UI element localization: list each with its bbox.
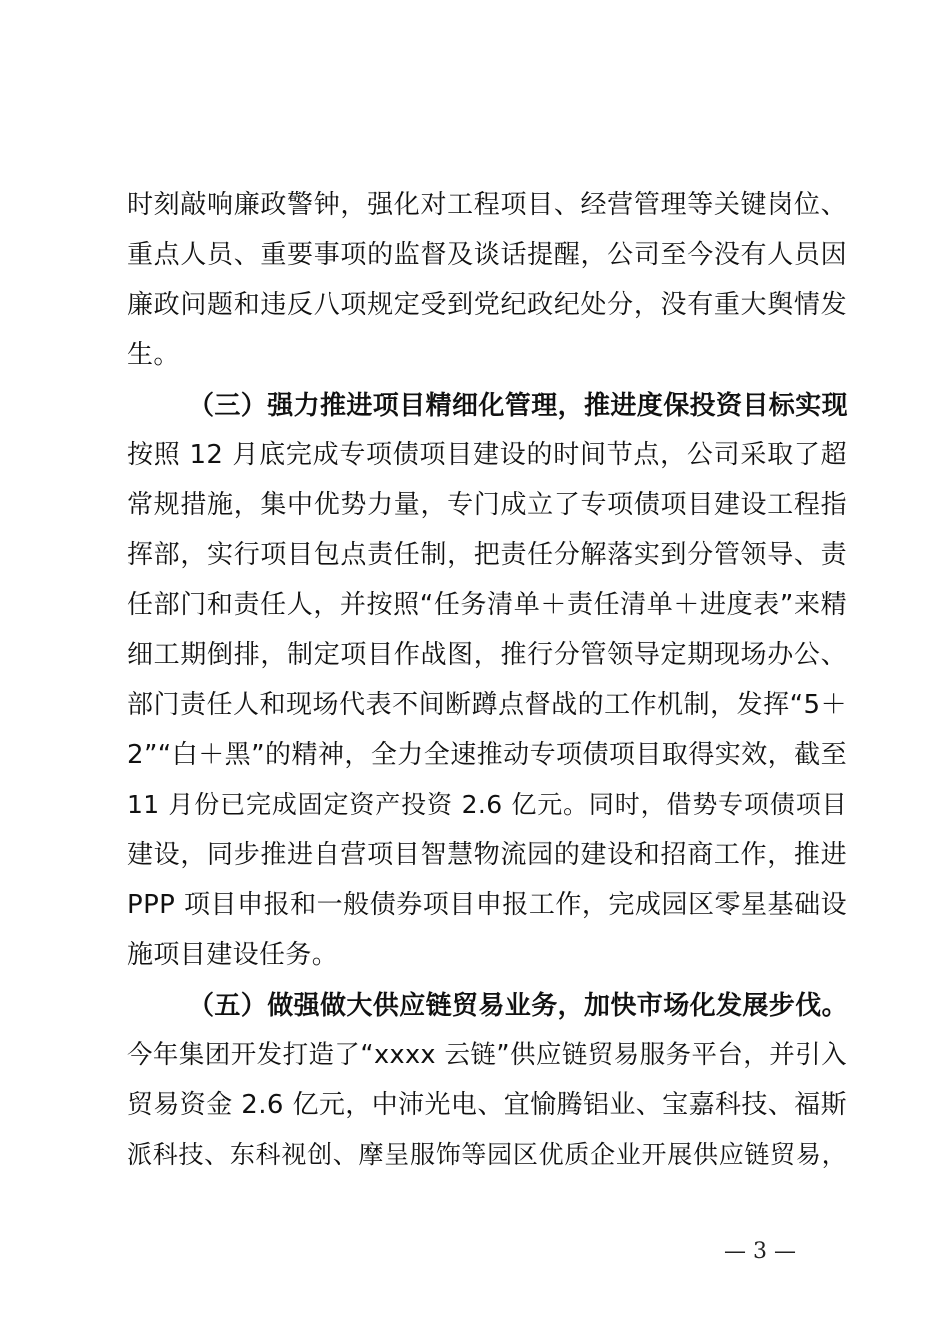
body-text-line: 今年集团开发打造了“xxxx 云链”供应链贸易服务平台，并引入	[127, 1040, 847, 1070]
body-text-line: 贸易资金 2.6 亿元，中沛光电、宜愉腾铝业、宝嘉科技、福斯	[127, 1090, 847, 1120]
section-heading-5: （五）做强做大供应链贸易业务，加快市场化发展步伐。	[188, 991, 849, 1021]
body-text-line: 按照 12 月底完成专项债项目建设的时间节点，公司采取了超	[127, 440, 847, 470]
body-text-line: 时刻敲响廉政警钟，强化对工程项目、经营管理等关键岗位、	[127, 190, 847, 220]
body-text-line: 11 月份已完成固定资产投资 2.6 亿元。同时，借势专项债项目	[127, 790, 847, 819]
body-text-line: 建设，同步推进自营项目智慧物流园的建设和招商工作，推进	[127, 840, 847, 870]
page-number: — 3 —	[724, 1239, 796, 1264]
body-text-line: 派科技、东科视创、摩呈服饰等园区优质企业开展供应链贸易，	[127, 1140, 847, 1169]
body-text-line: 常规措施，集中优势力量，专门成立了专项债项目建设工程指	[127, 490, 847, 520]
body-text-line: 廉政问题和违反八项规定受到党纪政纪处分，没有重大舆情发	[127, 290, 847, 320]
body-text-line: 细工期倒排，制定项目作战图，推行分管领导定期现场办公、	[127, 640, 847, 670]
body-text-line: 挥部，实行项目包点责任制，把责任分解落实到分管领导、责	[127, 540, 847, 570]
body-text-line: PPP 项目申报和一般债券项目申报工作，完成园区零星基础设	[127, 890, 847, 920]
body-text-line: 2”“白＋黑”的精神，全力全速推动专项债项目取得实效，截至	[127, 740, 847, 770]
section-heading-3: （三）强力推进项目精细化管理，推进度保投资目标实现	[188, 391, 849, 421]
body-text-line: 部门责任人和现场代表不间断蹲点督战的工作机制，发挥“5＋	[127, 690, 847, 720]
body-text-line: 任部门和责任人，并按照“任务清单＋责任清单＋进度表”来精	[127, 590, 847, 620]
body-text-line: 施项目建设任务。	[127, 940, 339, 970]
body-text-line: 生。	[127, 340, 180, 370]
body-text-line: 重点人员、重要事项的监督及谈话提醒，公司至今没有人员因	[127, 240, 847, 270]
